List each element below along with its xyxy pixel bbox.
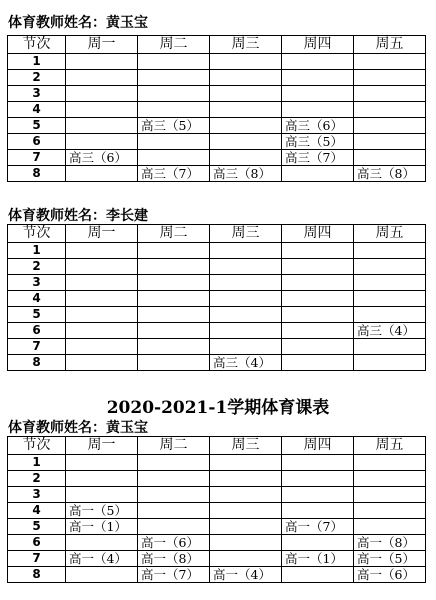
header-day: 周四 [282,225,354,243]
class-cell [354,339,426,355]
class-cell [282,291,354,307]
class-cell [210,259,282,275]
class-cell [354,355,426,371]
header-row [8,225,426,243]
class-cell [138,54,210,70]
period-number: 6 [8,323,66,339]
class-cell [66,487,138,503]
class-cell [282,535,354,551]
class-cell [282,86,354,102]
class-cell [210,487,282,503]
table-row [8,291,426,307]
table-row [8,471,426,487]
class-cell [354,243,426,259]
table-row [8,118,426,134]
class-cell: 高三（4） [354,323,426,339]
class-cell [282,54,354,70]
header-row [8,36,426,54]
class-cell: 高一（7） [282,519,354,535]
class-cell [354,471,426,487]
class-cell [138,291,210,307]
class-cell: 高一（4） [66,551,138,567]
class-cell [210,291,282,307]
period-number: 4 [8,102,66,118]
class-cell [282,503,354,519]
class-cell [138,487,210,503]
header-day: 周五 [354,437,426,455]
class-cell [210,86,282,102]
class-cell [138,86,210,102]
table-row [8,54,426,70]
period-number: 1 [8,455,66,471]
class-cell [354,259,426,275]
class-cell [210,70,282,86]
class-cell: 高一（7） [138,567,210,583]
class-cell [138,455,210,471]
schedule-table-1 [7,35,426,182]
class-cell: 高一（4） [210,567,282,583]
header-day: 周五 [354,225,426,243]
class-cell [138,150,210,166]
header-day: 周一 [66,36,138,54]
class-cell [210,519,282,535]
class-cell [138,307,210,323]
table-row [8,166,426,182]
class-cell [138,275,210,291]
class-cell [66,70,138,86]
class-cell [138,355,210,371]
period-number: 5 [8,519,66,535]
period-number: 7 [8,150,66,166]
class-cell: 高一（6） [354,567,426,583]
class-cell [210,471,282,487]
period-number: 3 [8,487,66,503]
class-cell [210,323,282,339]
class-cell [354,118,426,134]
class-cell [66,259,138,275]
period-number: 2 [8,259,66,275]
class-cell [354,503,426,519]
class-cell: 高三（6） [282,118,354,134]
header-row [8,437,426,455]
table-row [8,102,426,118]
table-row [8,134,426,150]
class-cell [354,291,426,307]
class-cell: 高一（5） [354,551,426,567]
class-cell [354,455,426,471]
table-row [8,323,426,339]
class-cell: 高三（7） [282,150,354,166]
header-day: 周三 [210,437,282,455]
class-cell [66,339,138,355]
schedule-3-label: 体育教师姓名：黄玉宝 [8,420,148,436]
class-cell [354,519,426,535]
table-row [8,70,426,86]
schedule-2-label: 体育教师姓名：李长建 [8,208,148,224]
table-row [8,259,426,275]
class-cell [282,259,354,275]
class-cell [282,102,354,118]
class-cell [66,535,138,551]
header-day: 周一 [66,437,138,455]
class-cell: 高一（8） [354,535,426,551]
table-row [8,307,426,323]
class-cell [66,243,138,259]
class-cell: 高一（6） [138,535,210,551]
table-row [8,150,426,166]
header-period: 节次 [8,225,66,243]
header-day: 周四 [282,36,354,54]
class-cell [138,323,210,339]
class-cell: 高三（4） [210,355,282,371]
class-cell [282,243,354,259]
table-row [8,86,426,102]
class-cell [66,471,138,487]
document-title: 2020-2021-1学期体育课表 [106,398,330,418]
header-day: 周三 [210,36,282,54]
class-cell [210,134,282,150]
schedule-1-label: 体育教师姓名：黄玉宝 [8,15,148,31]
class-cell [282,307,354,323]
class-cell [210,551,282,567]
table-row [8,551,426,567]
class-cell [66,54,138,70]
table-row [8,519,426,535]
table-row [8,339,426,355]
header-day: 周四 [282,437,354,455]
header-day: 周二 [138,36,210,54]
period-number: 8 [8,166,66,182]
class-cell [66,86,138,102]
class-cell [138,70,210,86]
period-number: 8 [8,355,66,371]
table-row [8,535,426,551]
class-cell [66,355,138,371]
class-cell [210,243,282,259]
period-number: 3 [8,275,66,291]
header-day: 周五 [354,36,426,54]
class-cell [138,102,210,118]
class-cell [354,275,426,291]
class-cell [210,118,282,134]
class-cell [210,150,282,166]
class-cell [138,503,210,519]
class-cell [138,471,210,487]
class-cell [354,134,426,150]
header-period: 节次 [8,36,66,54]
table-row [8,275,426,291]
header-day: 周二 [138,225,210,243]
class-cell [66,118,138,134]
period-number: 8 [8,567,66,583]
class-cell: 高三（7） [138,166,210,182]
class-cell [282,166,354,182]
period-number: 7 [8,339,66,355]
table-row [8,567,426,583]
header-day: 周三 [210,225,282,243]
class-cell [66,134,138,150]
period-number: 1 [8,54,66,70]
schedule-table-2 [7,224,426,371]
class-cell: 高一（1） [282,551,354,567]
class-cell: 高三（5） [138,118,210,134]
table-row [8,487,426,503]
table-row [8,455,426,471]
class-cell [210,503,282,519]
class-cell [210,275,282,291]
class-cell [138,259,210,275]
class-cell [210,455,282,471]
class-cell [282,455,354,471]
header-period: 节次 [8,437,66,455]
class-cell [210,307,282,323]
class-cell [282,355,354,371]
class-cell [66,323,138,339]
class-cell [354,307,426,323]
class-cell: 高三（8） [210,166,282,182]
class-cell: 高一（1） [66,519,138,535]
class-cell [210,339,282,355]
class-cell [354,70,426,86]
class-cell [354,54,426,70]
class-cell: 高三（5） [282,134,354,150]
period-number: 6 [8,535,66,551]
period-number: 2 [8,471,66,487]
class-cell [282,339,354,355]
class-cell [282,567,354,583]
period-number: 7 [8,551,66,567]
class-cell [66,102,138,118]
period-number: 4 [8,291,66,307]
period-number: 5 [8,307,66,323]
period-number: 2 [8,70,66,86]
period-number: 4 [8,503,66,519]
class-cell [210,102,282,118]
class-cell [354,487,426,503]
period-number: 5 [8,118,66,134]
class-cell [354,86,426,102]
class-cell [282,70,354,86]
class-cell [282,471,354,487]
class-cell [66,307,138,323]
class-cell: 高一（8） [138,551,210,567]
table-row [8,355,426,371]
class-cell [66,567,138,583]
class-cell [282,487,354,503]
class-cell [138,339,210,355]
class-cell [210,54,282,70]
table-row [8,243,426,259]
period-number: 6 [8,134,66,150]
class-cell [354,150,426,166]
class-cell: 高一（5） [66,503,138,519]
class-cell [66,166,138,182]
class-cell [66,291,138,307]
period-number: 3 [8,86,66,102]
class-cell: 高三（6） [66,150,138,166]
class-cell [66,275,138,291]
table-row [8,503,426,519]
class-cell [138,243,210,259]
class-cell [138,519,210,535]
class-cell [138,134,210,150]
period-number: 1 [8,243,66,259]
class-cell [210,535,282,551]
class-cell [66,455,138,471]
header-day: 周一 [66,225,138,243]
class-cell [354,102,426,118]
header-day: 周二 [138,437,210,455]
class-cell [282,323,354,339]
schedule-table-3 [7,436,426,583]
class-cell [282,275,354,291]
class-cell: 高三（8） [354,166,426,182]
